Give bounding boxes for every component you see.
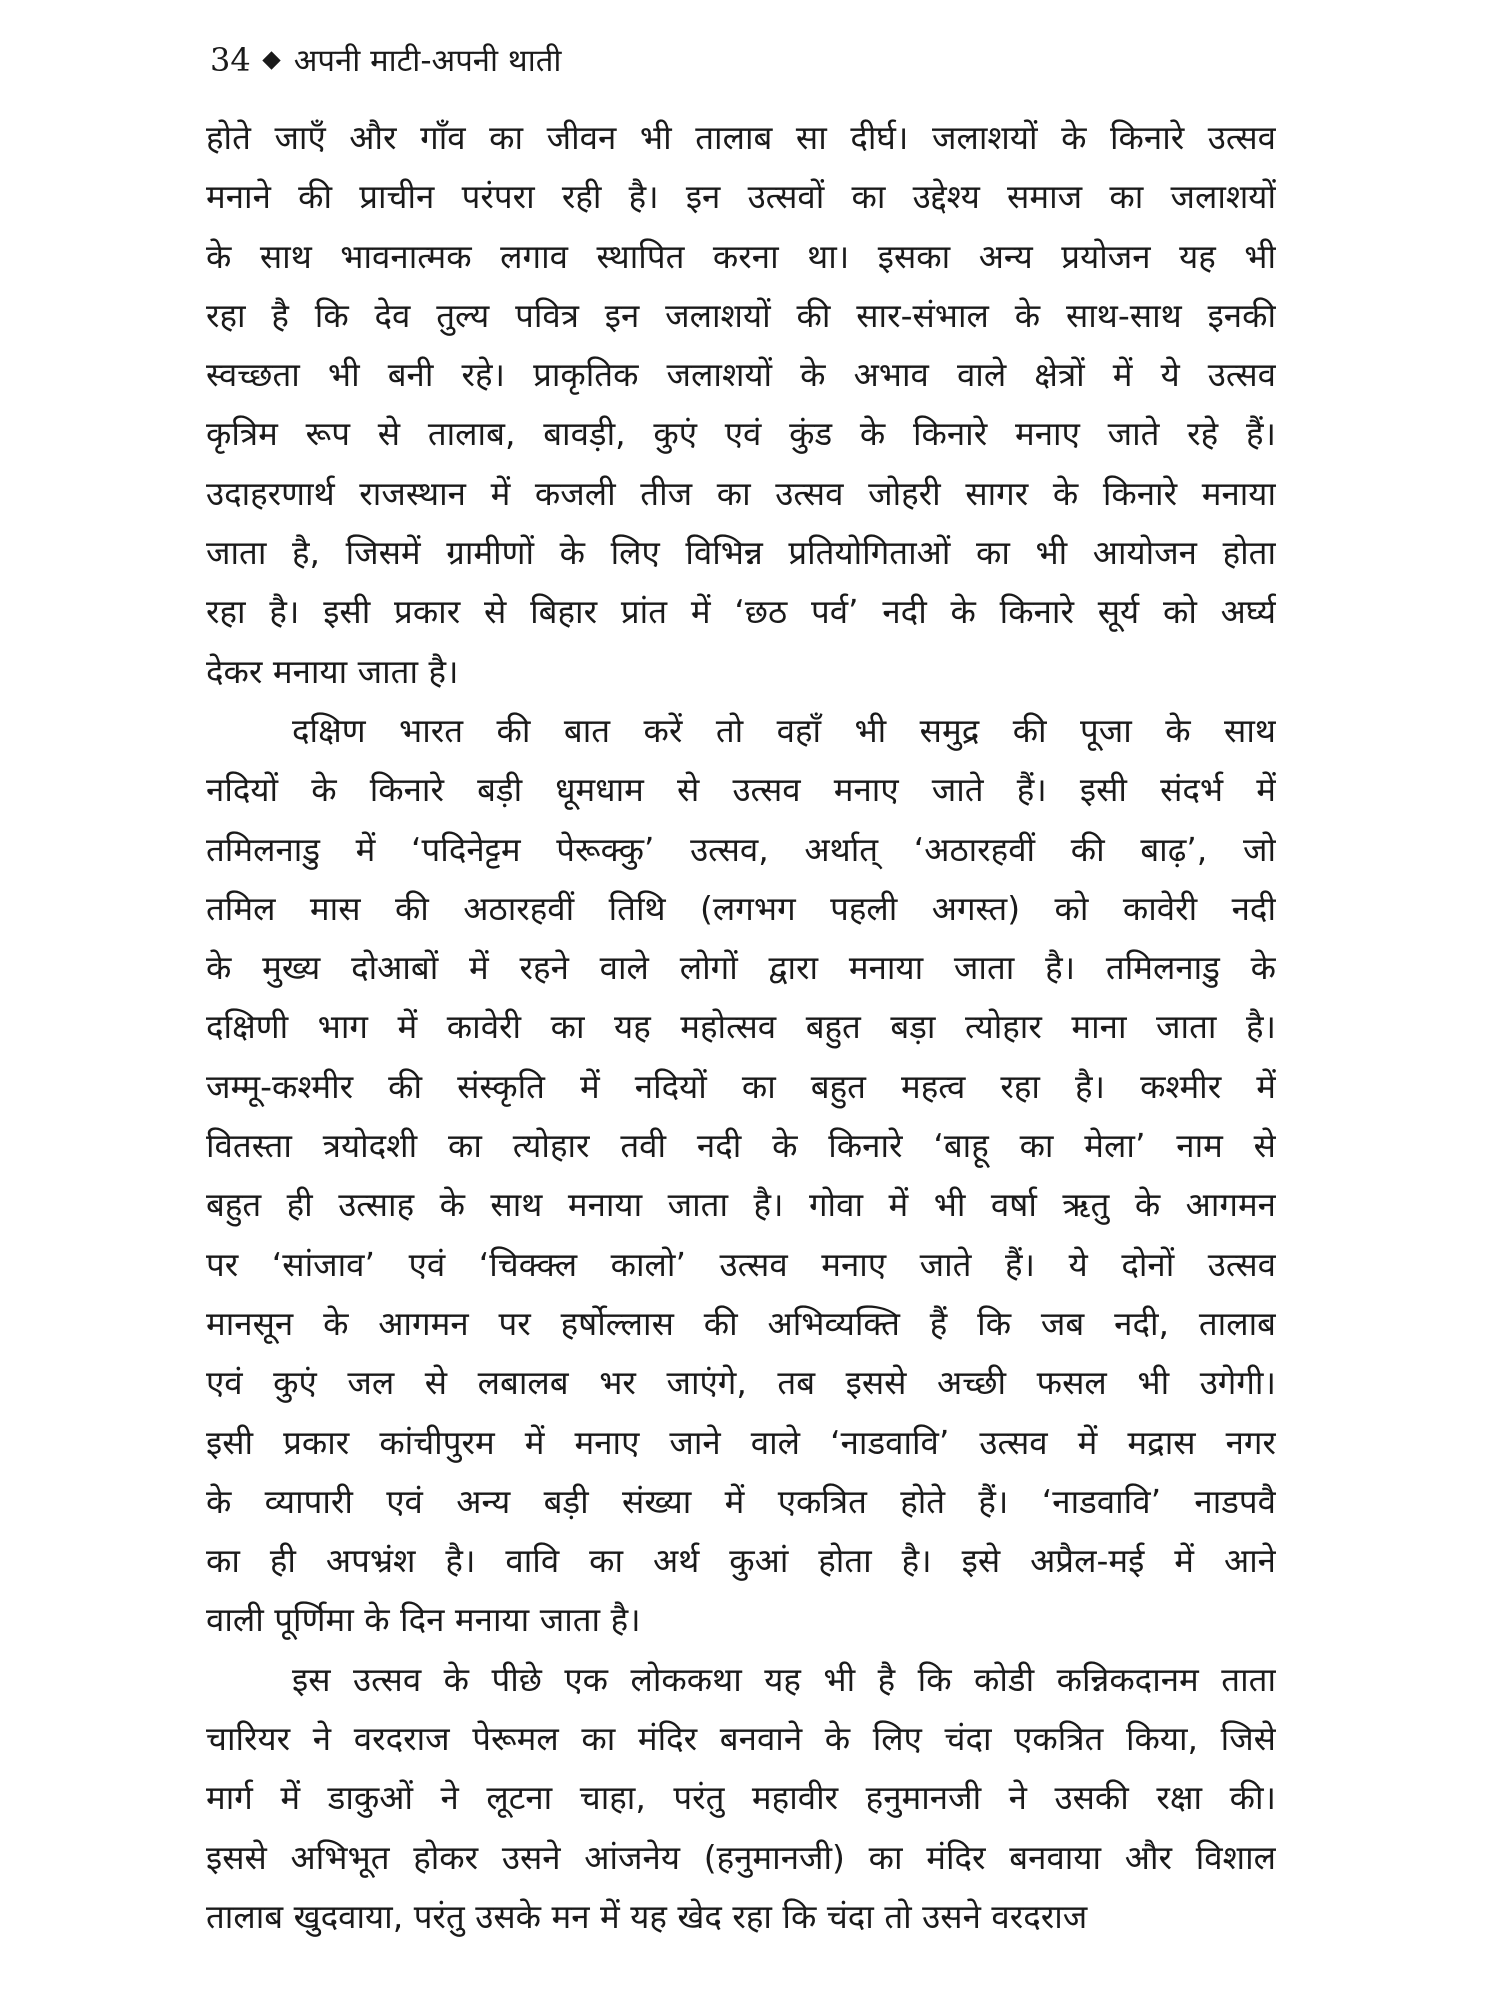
text-line: मानसून के आगमन पर हर्षोल्लास की अभिव्यक्ति हैं कि जब नदी, तालाब [206, 1303, 1276, 1343]
text-line: रहा है कि देव तुल्य पवित्र इन जलाशयों की सार-संभाल के साथ-साथ इनकी [206, 295, 1276, 335]
text-line: होते जाएँ और गाँव का जीवन भी तालाब सा दीर्घ। जलाशयों के किनारे उत्सव [206, 118, 1276, 157]
text-line: के साथ भावनात्मक लगाव स्थापित करना था। इसका अन्य प्रयोजन यह भी [206, 236, 1276, 276]
text-line: तमिलनाडु में ‘पदिनेट्टम पेरूक्कु’ उत्सव, अर्थात् ‘अठारहवीं की बाढ़’, जो [206, 829, 1276, 869]
text-line: स्वच्छता भी बनी रहे। प्राकृतिक जलाशयों के अभाव वाले क्षेत्रों में ये उत्सव [206, 355, 1276, 395]
book-title: अपनी माटी-अपनी थाती [293, 43, 562, 79]
text-line: दक्षिणी भाग में कावेरी का यह महोत्सव बहुत बड़ा त्योहार माना जाता है। [206, 1007, 1276, 1047]
text-line: के मुख्य दोआबों में रहने वाले लोगों द्वारा मनाया जाता है। तमिलनाडु के [206, 948, 1276, 988]
paragraph [206, 701, 1276, 1650]
paragraph [206, 108, 1276, 701]
text-line: इसी प्रकार कांचीपुरम में मनाए जाने वाले ‘नाडवावि’ उत्सव में मद्रास नगर [206, 1422, 1276, 1462]
text-line: रहा है। इसी प्रकार से बिहार प्रांत में ‘छठ पर्व’ नदी के किनारे सूर्य को अर्घ्य [206, 592, 1276, 632]
text-line: मार्ग में डाकुओं ने लूटना चाहा, परंतु महावीर हनुमानजी ने उसकी रक्षा की। [206, 1778, 1276, 1818]
text-line: वाली पूर्णिमा के दिन मनाया जाता है। [206, 1600, 641, 1640]
text-line: एवं कुएं जल से लबालब भर जाएंगे, तब इससे अच्छी फसल भी उगेगी। [206, 1363, 1276, 1403]
body-text [206, 108, 1276, 1946]
text-line: वितस्ता त्रयोदशी का त्योहार तवी नदी के किनारे ‘बाहू का मेला’ नाम से [206, 1126, 1276, 1166]
text-line: जम्मू-कश्मीर की संस्कृति में नदियों का बहुत महत्व रहा है। कश्मीर में [206, 1066, 1276, 1106]
text-line: उदाहरणार्थ राजस्थान में कजली तीज का उत्सव जोहरी सागर के किनारे मनाया [206, 473, 1276, 513]
text-line: चारियर ने वरदराज पेरूमल का मंदिर बनवाने के लिए चंदा एकत्रित किया, जिसे [206, 1719, 1276, 1759]
text-line: इस उत्सव के पीछे एक लोककथा यह भी है कि कोडी कन्निकदानम ताता [292, 1659, 1276, 1699]
text-line: का ही अपभ्रंश है। वावि का अर्थ कुआं होता है। इसे अप्रैल-मई में आने [206, 1541, 1276, 1581]
text-line: देकर मनाया जाता है। [206, 651, 459, 691]
text-line: दक्षिण भारत की बात करें तो वहाँ भी समुद्र की पूजा के साथ [292, 710, 1276, 750]
text-line: तमिल मास की अठारहवीं तिथि (लगभग पहली अगस्त) को कावेरी नदी [206, 888, 1276, 928]
text-line: इससे अभिभूत होकर उसने आंजनेय (हनुमानजी) का मंदिर बनवाया और विशाल [206, 1837, 1276, 1877]
text-line: जाता है, जिसमें ग्रामीणों के लिए विभिन्न प्रतियोगिताओं का भी आयोजन होता [206, 533, 1276, 573]
text-line: बहुत ही उत्साह के साथ मनाया जाता है। गोवा में भी वर्षा ऋतु के आगमन [206, 1185, 1276, 1225]
page-number: 34 [210, 41, 251, 79]
text-line: पर ‘सांजाव’ एवं ‘चिक्क्ल कालो’ उत्सव मनाए जाते हैं। ये दोनों उत्सव [206, 1244, 1276, 1284]
diamond-separator-icon [262, 51, 280, 69]
running-header [210, 30, 561, 90]
text-line: के व्यापारी एवं अन्य बड़ी संख्या में एकत्रित होते हैं। ‘नाडवावि’ नाडपवै [206, 1481, 1276, 1521]
text-line: कृत्रिम रूप से तालाब, बावड़ी, कुएं एवं कुंड के किनारे मनाए जाते रहे हैं। [206, 414, 1276, 454]
text-line: तालाब खुदवाया, परंतु उसके मन में यह खेद रहा कि चंदा तो उसने वरदराज [206, 1896, 1088, 1936]
text-line: नदियों के किनारे बड़ी धूमधाम से उत्सव मनाए जाते हैं। इसी संदर्भ में [206, 770, 1276, 810]
text-line: मनाने की प्राचीन परंपरा रही है। इन उत्सवों का उद्देश्य समाज का जलाशयों [206, 177, 1276, 217]
paragraph [206, 1650, 1276, 1946]
